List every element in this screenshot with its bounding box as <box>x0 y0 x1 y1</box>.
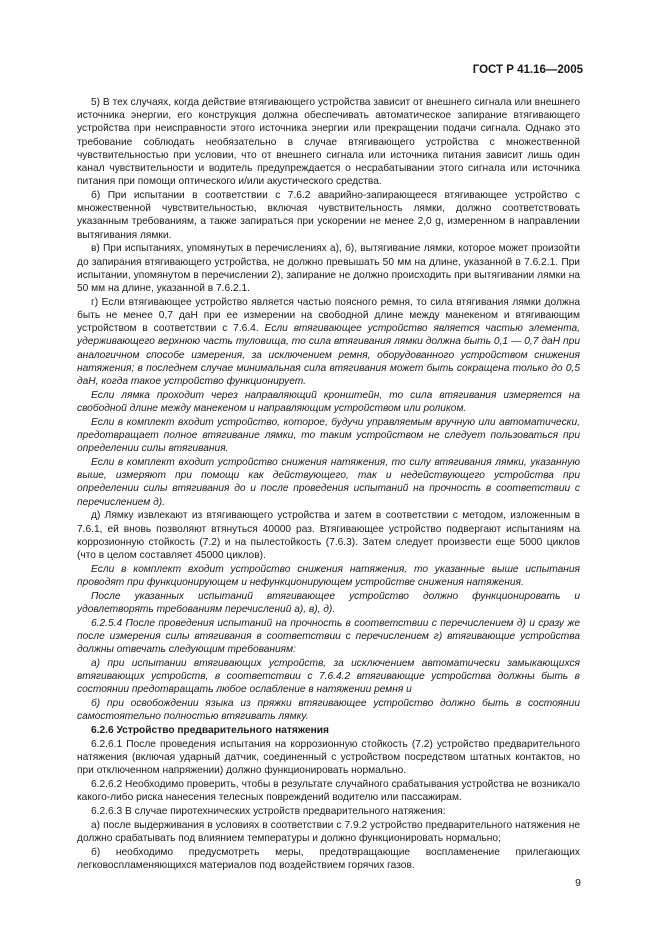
paragraph-6-2-5-4-a: а) при испытании втягивающих устройств, за исключением автоматически замыкающихся втягивающих устройств, в соответствии с 7.6.4.2 втягивающие устройства должны быть в состоянии предотвращать любое ослабление в натяжении ремня и <box>77 658 580 696</box>
paragraph-6-2-6-3: 6.2.6.3 В случае пиротехнических устройств предварительного натяжения: <box>91 806 446 818</box>
document-body <box>77 96 580 873</box>
paragraph-manual-device: Если в комплект входит устройство, которое, будучи управляемым вручную или автоматически, предотвращает полное втягивание лямки, то таким устройством не следует пользоваться при определении силы втягивания. <box>77 416 580 455</box>
paragraph-6-2-5-4-b: б) при освобождении языка из пряжки втягивающее устройство должно быть в состоянии самостоятельно полностью втягивать лямку. <box>77 698 580 723</box>
paragraph-b: б) При испытании в соответствии с 7.6.2 аварийно-запирающееся втягивающее устройство с множественной чувствительностью, включая чувствительность лямки, должно соответствовать указанным требованиям, а также запираться при ускорении не менее 2,0 g, измеренном в направлении вытягивания лямки. <box>77 190 580 241</box>
section-heading-6-2-6: 6.2.6 Устройство предварительного натяжения <box>91 725 329 737</box>
paragraph-v: в) При испытаниях, упомянутых в перечислениях а), б), вытягивание лямки, которое может произойти до запирания втягивающего устройства, не должно превышать 50 мм на длине, указанной в 7.6.2.1. При испытании, упомянутом в перечислении 2), запирание не должно происходить при вытягивании лямки на 50 мм на длине, указанной в 7.6.2.1. <box>77 243 580 295</box>
paragraph-6-2-5-4: 6.2.5.4 После проведения испытаний на прочность в соответствии с перечислением д) и сразу же после измерения силы втягивания в соответствии с перечислением г) втягивающие устройства должны отвечать следующим требованиям: <box>77 617 580 656</box>
paragraph-6-2-6-3-b: б) необходимо предусмотреть меры, предотвращающие воспламенение прилегающих легковоспламеняющихся материалов под воздействием горячих газов. <box>77 847 580 872</box>
document-id-header: ГОСТ Р 41.16—2005 <box>472 64 583 76</box>
page-number: 9 <box>575 877 581 889</box>
paragraph-d: д) Лямку извлекают из втягивающего устройства и затем в соответствии с методом, изложенным в 7.6.1, ей вновь позволяют втянуться 40000 раз. Втягивающее устройство подвергают испытаниям на коррозионную стойкость (7.2) и на пылестойкость (7.6.3). Затем следует произвести еще 5000 циклов (что в целом составляет 45000 циклов). <box>77 510 580 562</box>
paragraph-g-normal: г) Если втягивающее устройство является частью поясного ремня, то сила втягивания лямки должна быть не менее 0,7 даН при ее измерении на свободной длине между манекеном и втягивающим устройством в соответствии с 7.6.4. <box>77 296 580 335</box>
paragraph-tension-tests: Если в комплект входит устройство снижения натяжения, то указанные выше испытания проводят при функционирующем и нефункционирующем устройстве снижения натяжения. <box>77 563 580 589</box>
paragraph-after-tests: После указанных испытаний втягивающее устройство должно функционировать и удовлетворять требованиям перечислений а), в), д). <box>77 590 580 616</box>
paragraph-g-italic: Если втягивающее устройство является частью элемента, удерживающего верхнюю часть туловища, то сила втягивания лямки должна быть 0,1 — 0,7 даН при аналогичном способе измерения, за исключением ремня, оборудованного устройством снижения натяжения; в последнем случае минимальная сила втягивания может быть сокращена только до 0,5 даН, когда такое устройство функционирует. <box>77 323 580 388</box>
paragraph-5: 5) В тех случаях, когда действие втягивающего устройства зависит от внешнего сигнала или внешнего источника энергии, его конструкция должна обеспечивать автоматическое запирание втягивающего устройства при неисправности этого источника энергии или прекращении подачи сигнала. Однако это требование соблюдать необязательно в случае втягивающего устройства с множественной чувствительностью при условии, что от внешнего сигнала или источника питания зависит лишь один канал чувствительности и водитель предупреждается о несрабатывании этого сигнала или источника питания при помощи оптического и/или акустического средства. <box>77 97 580 188</box>
paragraph-guide-bracket: Если лямка проходит через направляющий кронштейн, то сила втягивания измеряется на свободной длине между манекеном и направляющим устройством или роликом. <box>77 389 580 415</box>
paragraph-6-2-6-2: 6.2.6.2 Необходимо проверить, чтобы в результате случайного срабатывания устройства не возникало какого-либо риска нанесения телесных повреждений водителю или пассажирам. <box>77 779 580 804</box>
paragraph-6-2-6-1: 6.2.6.1 После проведения испытания на коррозионную стойкость (7.2) устройство предварительного натяжения (включая ударный датчик, соединенный с устройством посредством штатных контактов, но при отключенном напряжении) должно функционировать нормально. <box>77 739 580 777</box>
paragraph-6-2-6-3-a: а) после выдерживания в условиях в соответствии с 7.9.2 устройство предварительного натяжения не должно срабатывать под влиянием температуры и должно функционировать нормально; <box>77 820 580 845</box>
paragraph-tension-reducer: Если в комплект входит устройство снижения натяжения, то силу втягивания лямки, указанную выше, измеряют при помощи как действующего, так и недействующего устройства при определении силы втягивания до и после проведения испытаний на прочность в соответствии с перечислением д). <box>77 457 580 508</box>
paragraph-g <box>77 296 580 388</box>
